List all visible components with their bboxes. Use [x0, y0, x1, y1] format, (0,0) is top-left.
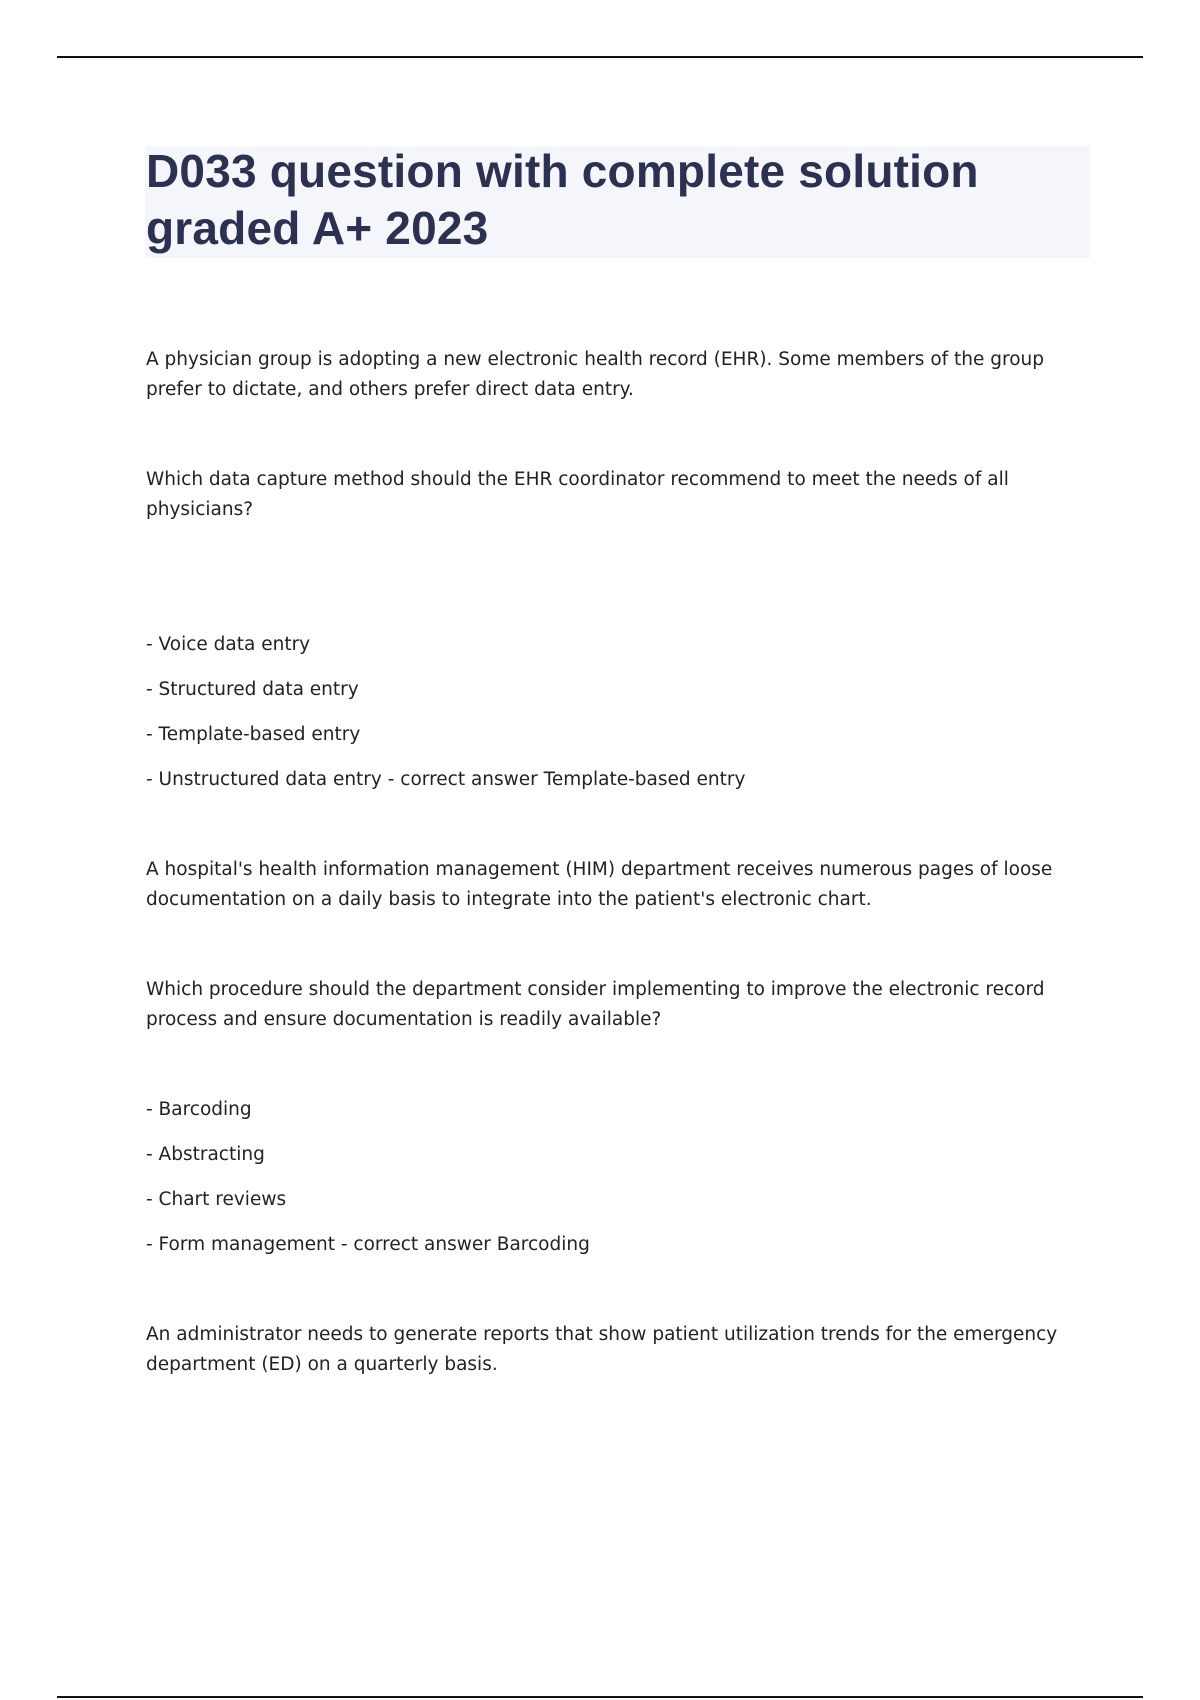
bottom-rule [57, 1696, 1143, 1698]
q2-option-with-answer: - Form management - correct answer Barcoding [146, 1234, 590, 1255]
q2-option: - Barcoding [146, 1099, 252, 1120]
q1-option-with-answer: - Unstructured data entry - correct answer Template-based entry [146, 769, 746, 790]
top-rule [57, 56, 1143, 58]
q1-option: - Template-based entry [146, 724, 361, 745]
q1-question: Which data capture method should the EHR coordinator recommend to meet the needs of all physicians? [146, 469, 1009, 520]
q1-option: - Structured data entry [146, 679, 359, 700]
q2-option: - Chart reviews [146, 1189, 287, 1210]
q2-question: Which procedure should the department consider implementing to improve the electronic record process and ensure documentation is readily available? [146, 979, 1045, 1030]
q2-scenario: A hospital's health information management (HIM) department receives numerous pages of loose documentation on a daily basis to integrate into the patient's electronic chart. [146, 859, 1053, 910]
q2-option: - Abstracting [146, 1144, 265, 1165]
document-title: D033 question with complete solution graded A+ 2023 [146, 145, 979, 254]
document-body [146, 345, 1086, 1380]
q1-scenario: A physician group is adopting a new electronic health record (EHR). Some members of the group prefer to dictate, and others prefer direct data entry. [146, 349, 1045, 400]
q1-option: - Voice data entry [146, 634, 311, 655]
q3-scenario: An administrator needs to generate reports that show patient utilization trends for the emergency department (ED) on a quarterly basis. [146, 1324, 1058, 1375]
